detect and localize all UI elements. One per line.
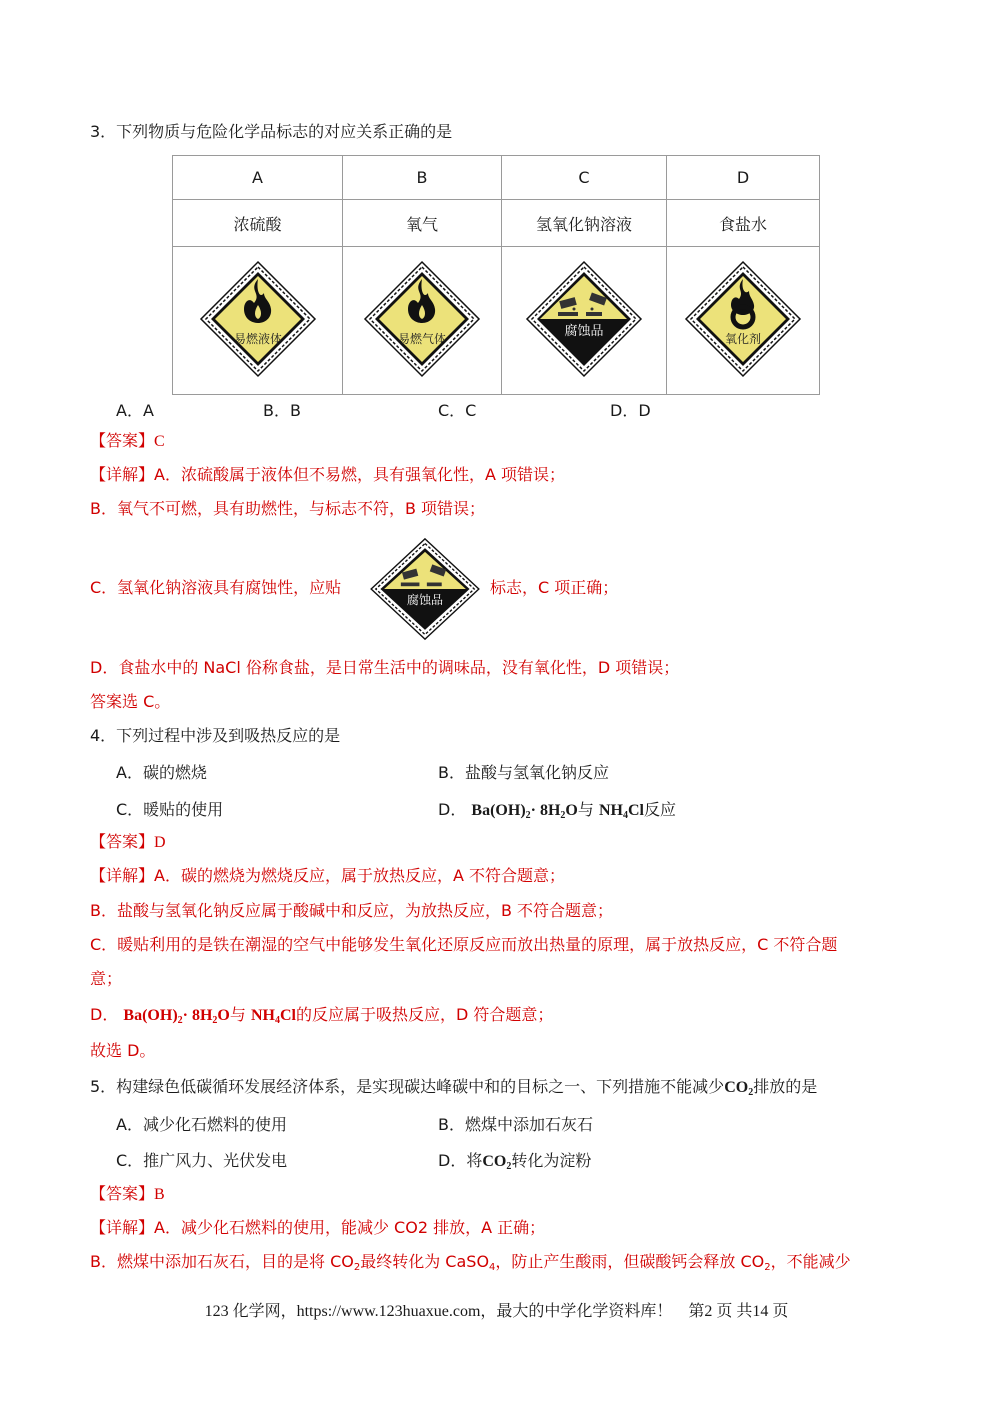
q3-detail-a: 【详解】A．浓硫酸属于液体但不易燃，具有强氧化性，A 项错误； bbox=[90, 465, 565, 484]
formula-co2: $CO_2$ bbox=[482, 1153, 512, 1172]
sign-label-c: 腐蚀品 bbox=[564, 323, 604, 339]
q5-option-a[interactable]: A．减少化石燃料的使用 bbox=[116, 1115, 287, 1134]
sign-cell-b bbox=[343, 247, 502, 395]
substance-b: 氧气 bbox=[343, 200, 502, 247]
substance-c: 氢氧化钠溶液 bbox=[502, 200, 667, 247]
header-b: B bbox=[343, 156, 502, 200]
q4-detail-b: B．盐酸与氢氧化钠反应属于酸碱中和反应，为放热反应，B 不符合题意； bbox=[90, 901, 614, 920]
header-a: A bbox=[173, 156, 343, 200]
q4-option-d[interactable]: D． $Ba(OH)_2\cdot 8H_2O$与 $NH_4Cl$反应 bbox=[438, 800, 676, 821]
q4-conclusion: 故选 D。 bbox=[90, 1041, 156, 1060]
inline-sign-label: 腐蚀品 bbox=[406, 592, 444, 607]
q4-option-a[interactable]: A．碳的燃烧 bbox=[116, 763, 207, 782]
sign-label-d: 氧化剂 bbox=[724, 331, 762, 346]
q3-option-c[interactable]: C．C bbox=[438, 401, 477, 420]
inline-corrosive-sign bbox=[369, 537, 481, 645]
sign-label-b: 易燃气体 bbox=[397, 331, 447, 346]
q5-answer: 【答案】B bbox=[90, 1184, 165, 1203]
q5-stem: 5．构建绿色低碳循环发展经济体系，是实现碳达峰碳中和的目标之一、下列措施不能减少$CO_2$排放的是 bbox=[90, 1077, 818, 1098]
q5-detail-a: 【详解】A．减少化石燃料的使用，能减少 CO2 排放，A 正确； bbox=[90, 1218, 546, 1237]
formula-nh4cl: $NH_4Cl$ bbox=[250, 1007, 296, 1026]
q4-option-b[interactable]: B．盐酸与氢氧化钠反应 bbox=[438, 763, 609, 782]
header-d: D bbox=[667, 156, 820, 200]
header-c: C bbox=[502, 156, 667, 200]
sign-cell-d bbox=[667, 247, 820, 395]
q5-option-c[interactable]: C．推广风力、光伏发电 bbox=[116, 1151, 288, 1170]
q4-detail-c1: C．暖贴利用的是铁在潮湿的空气中能够发生氧化还原反应而放出热量的原理，属于放热反应，C 不符合题 bbox=[90, 935, 838, 954]
q4-detail-a: 【详解】A．碳的燃烧为燃烧反应，属于放热反应，A 不符合题意； bbox=[90, 866, 565, 885]
q4-stem: 4．下列过程中涉及到吸热反应的是 bbox=[90, 726, 341, 745]
q4-option-c[interactable]: C．暖贴的使用 bbox=[116, 800, 224, 819]
q3-answer bbox=[90, 431, 165, 452]
q3-detail-b: B．氧气不可燃，具有助燃性，与标志不符，B 项错误； bbox=[90, 499, 486, 518]
formula-co2: $CO_2$ bbox=[724, 1079, 754, 1098]
oxidizer-sign-icon bbox=[683, 259, 803, 379]
formula-ba-oh2-8h2o: $Ba(OH)_2\cdot 8H_2O$ bbox=[471, 802, 578, 821]
q5-detail-b: B．燃煤中添加石灰石，目的是将 $CO_2$最终转化为 CaSO$_4$，防止产生酸雨，但碳酸钙会释放 $CO_2$，不能减少 bbox=[90, 1252, 851, 1273]
q3-stem: 3．下列物质与危险化学品标志的对应关系正确的是 bbox=[90, 122, 453, 141]
sign-cell-c bbox=[502, 247, 667, 395]
formula-nh4cl: $NH_4Cl$ bbox=[598, 802, 644, 821]
q5-option-b[interactable]: B．燃煤中添加石灰石 bbox=[438, 1115, 593, 1134]
q4-detail-d: D． $Ba(OH)_2\cdot 8H_2O$与 $NH_4Cl$的反应属于吸热反应，D 符合题意； bbox=[90, 1005, 554, 1026]
q4-answer: 【答案】D bbox=[90, 832, 166, 851]
q3-conclusion: 答案选 C。 bbox=[90, 692, 171, 711]
page-footer: 123 化学网，https://www.123huaxue.com，最大的中学化学资料库！ 第2 页 共14 页 bbox=[204, 1303, 789, 1320]
substance-a: 浓硫酸 bbox=[173, 200, 343, 247]
corrosive-sign-icon bbox=[369, 537, 481, 641]
q3-option-d[interactable]: D．D bbox=[610, 401, 651, 420]
q3-option-a[interactable]: A．A bbox=[116, 401, 154, 420]
q3-detail-c-suffix: 标志，C 项正确； bbox=[490, 578, 619, 597]
corrosive-sign-icon bbox=[524, 259, 644, 379]
detail-label: 【详解】 bbox=[90, 465, 155, 484]
flammable-gas-sign-icon bbox=[362, 259, 482, 379]
answer-label: 【答案】 bbox=[90, 431, 155, 450]
formula-ba-oh2-8h2o: $Ba(OH)_2\cdot 8H_2O$ bbox=[123, 1007, 230, 1026]
q4-detail-c2: 意； bbox=[90, 969, 123, 988]
q3-detail-d: D．食盐水中的 NaCl 俗称食盐，是日常生活中的调味品，没有氧化性，D 项错误； bbox=[90, 658, 680, 677]
substance-d: 食盐水 bbox=[667, 200, 820, 247]
flammable-liquid-sign-icon bbox=[198, 259, 318, 379]
answer-value: C bbox=[154, 433, 165, 450]
q3-option-b[interactable]: B．B bbox=[263, 401, 301, 420]
q3-detail-c-prefix: C．氢氧化钠溶液具有腐蚀性，应贴 bbox=[90, 578, 342, 597]
q3-hazard-table bbox=[172, 155, 820, 395]
sign-cell-a bbox=[173, 247, 343, 395]
sign-label-a: 易燃液体 bbox=[233, 331, 282, 346]
q5-option-d[interactable]: D．将$CO_2$转化为淀粉 bbox=[438, 1151, 592, 1172]
